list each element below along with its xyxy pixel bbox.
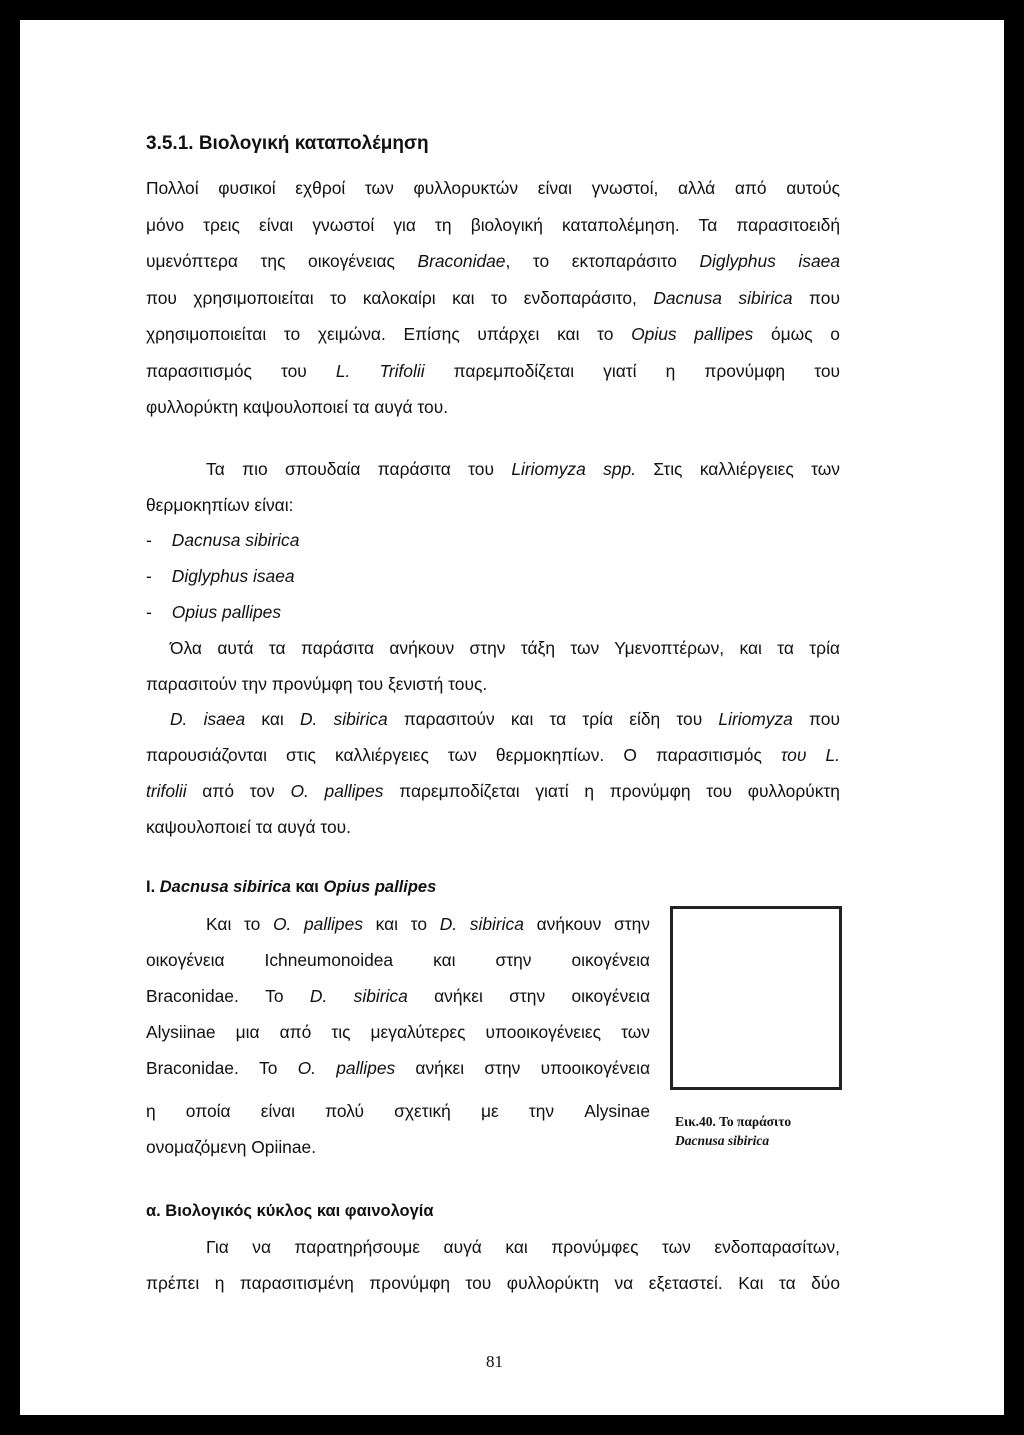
list-item: - Opius pallipes: [146, 602, 282, 622]
page-number: 81: [486, 1352, 503, 1371]
subheading-dacnusa-opius: I. Dacnusa sibirica και Opius pallipes: [146, 878, 437, 896]
paragraph-1-line-3: υμενόπτερα της οικογένειας Braconidae, το εκτοπαράσιτο Diglyphus isaea: [146, 251, 840, 271]
paragraph-1-line-6: παρασιτισμός του L. Trifolii παρεμποδίζεται γιατί η προνύμφη του: [146, 361, 841, 381]
paragraph-4-line-4: καψουλοποιεί τα αυγά του.: [146, 817, 352, 837]
paragraph-6-line-2: πρέπει η παρασιτισμένη προνύμφη του φυλλορύκτη να εξεταστεί. Και τα δύο: [146, 1273, 840, 1293]
paragraph-5-line-3: Braconidae. Το D. sibirica ανήκει στην οικογένεια: [146, 986, 650, 1006]
list-item: - Dacnusa sibirica: [146, 530, 300, 550]
list-item: - Diglyphus isaea: [146, 566, 295, 586]
paragraph-6-line-1: Για να παρατηρήσουμε αυγά και προνύμφες των ενδοπαρασίτων,: [206, 1237, 840, 1257]
paragraph-4-line-2: παρουσιάζονται στις καλλιέργειες των θερμοκηπίων. Ο παρασιτισμός του L.: [146, 745, 841, 765]
paragraph-5-line-7: ονομαζόμενη Opiinae.: [146, 1137, 317, 1157]
subheading-life-cycle: α. Βιολογικός κύκλος και φαινολογία: [146, 1202, 434, 1220]
document-page: [20, 20, 1004, 1415]
paragraph-1-line-7: φυλλορύκτη καψουλοποιεί τα αυγά του.: [146, 397, 449, 417]
paragraph-3-line-2: παρασιτούν την προνύμφη του ξενιστή τους.: [146, 674, 488, 694]
paragraph-5-line-4: Alysiinae μια από τις μεγαλύτερες υποοικογένειες των: [146, 1022, 650, 1042]
paragraph-2-line-1: Τα πιο σπουδαία παράσιτα του Liriomyza spp. Στις καλλιέργειες των: [206, 459, 840, 479]
paragraph-1-line-1: Πολλοί φυσικοί εχθροί των φυλλορυκτών είναι γνωστοί, αλλά από αυτούς: [146, 178, 840, 198]
paragraph-2-line-2: θερμοκηπίων είναι:: [146, 495, 294, 515]
figure-caption-line-2: Dacnusa sibirica: [675, 1133, 770, 1148]
figure-caption-line-1: Εικ.40. Το παράσιτο: [675, 1114, 792, 1129]
paragraph-3-line-1: Όλα αυτά τα παράσιτα ανήκουν στην τάξη των Υμενοπτέρων, και τα τρία: [170, 638, 840, 658]
paragraph-1-line-5: χρησιμοποιείται το χειμώνα. Επίσης υπάρχει και το Opius pallipes όμως ο: [146, 324, 840, 344]
paragraph-5-line-1: Και το O. pallipes και το D. sibirica ανήκουν στην: [206, 914, 650, 934]
paragraph-5-line-6: η οποία είναι πολύ σχετική με την Alysinae: [146, 1101, 650, 1121]
paragraph-5-line-2: οικογένεια Ichneumonoidea και στην οικογένεια: [146, 950, 650, 970]
paragraph-4-line-1: D. isaea και D. sibirica παρασιτούν και τα τρία είδη του Liriomyza που: [170, 709, 840, 729]
paragraph-4-line-3: trifolii από τον O. pallipes παρεμποδίζεται γιατί η προνύμφη του φυλλορύκτη: [146, 781, 840, 801]
paragraph-1-line-4: που χρησιμοποιείται το καλοκαίρι και το ενδοπαράσιτο, Dacnusa sibirica που: [146, 288, 840, 308]
paragraph-1-line-2: μόνο τρεις είναι γνωστοί για τη βιολογική καταπολέμηση. Τα παρασιτοειδή: [146, 215, 840, 235]
section-heading: 3.5.1. Βιολογική καταπολέμηση: [146, 133, 429, 154]
paragraph-5-line-5: Braconidae. Το O. pallipes ανήκει στην υποοικογένεια: [146, 1058, 651, 1078]
figure-image-frame: [670, 906, 842, 1090]
